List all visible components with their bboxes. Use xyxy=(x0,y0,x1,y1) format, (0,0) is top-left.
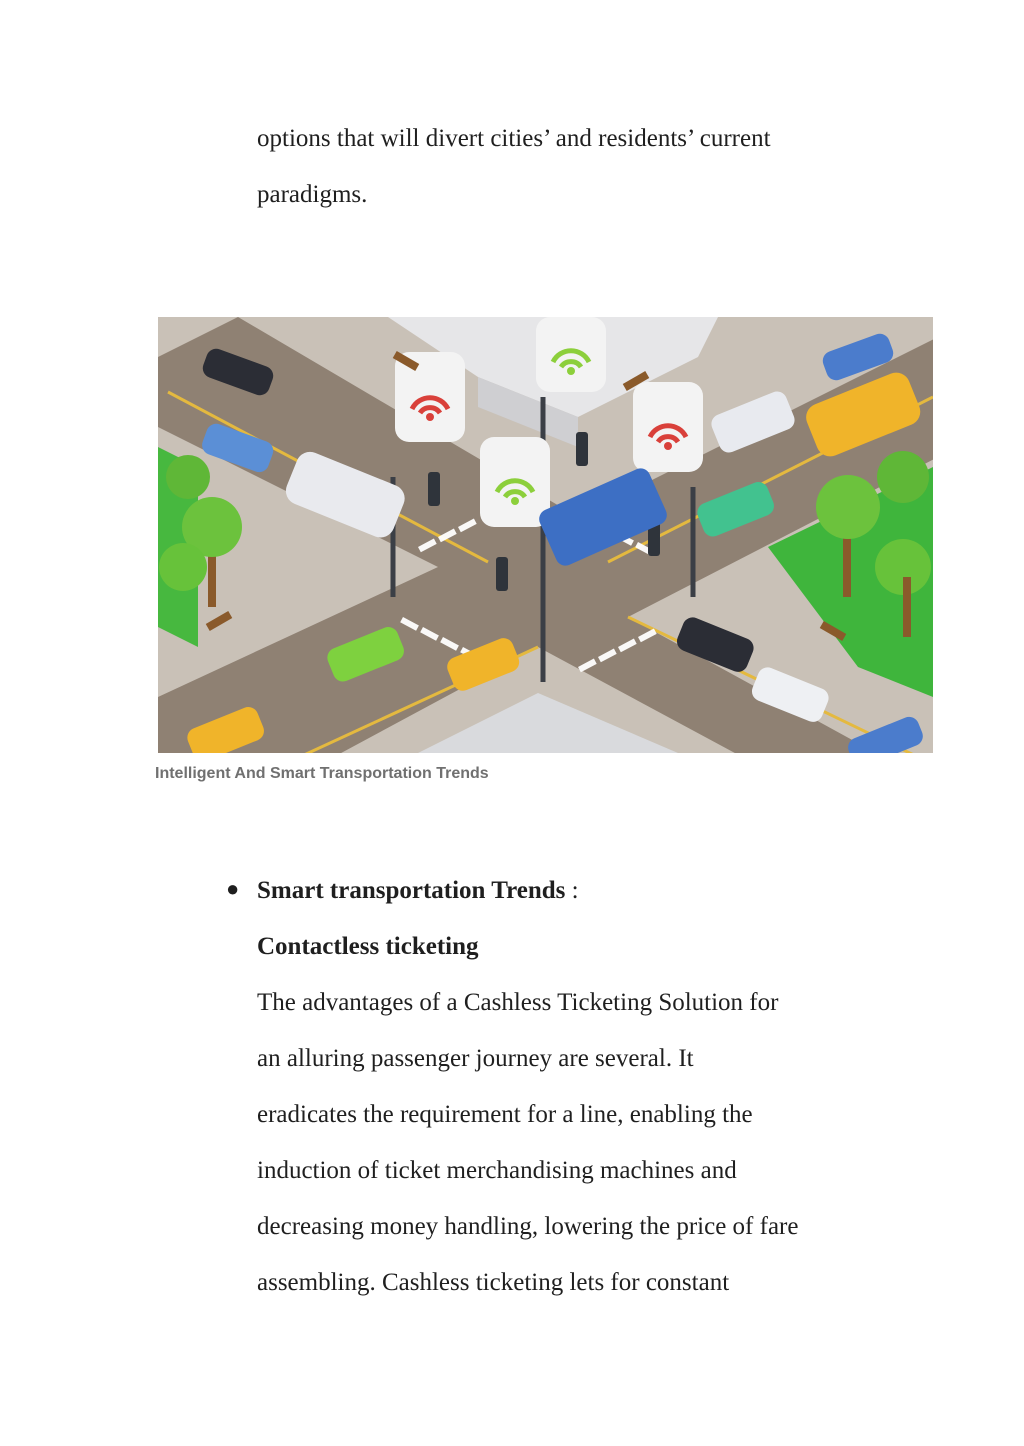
intro-line-2: paradigms. xyxy=(257,181,368,208)
figure-caption: Intelligent And Smart Transportation Trends xyxy=(155,765,489,782)
body-line-5: decreasing money handling, lowering the price of fare xyxy=(257,1213,799,1240)
body-line-3: eradicates the requirement for a line, enabling the xyxy=(257,1101,753,1128)
smart-intersection-illustration xyxy=(158,317,933,753)
intro-line-1: options that will divert cities’ and residents’ current xyxy=(257,125,771,152)
section-heading-line xyxy=(257,876,579,906)
section-subheading: Contactless ticketing xyxy=(257,933,479,960)
wifi-sign-red-2 xyxy=(633,382,703,472)
bullet-marker: ● xyxy=(226,876,240,901)
wifi-sign-green-1 xyxy=(536,317,606,392)
body-line-6: assembling. Cashless ticketing lets for constant xyxy=(257,1269,730,1296)
section-heading: Smart transportation Trends xyxy=(257,877,566,904)
body-line-1: The advantages of a Cashless Ticketing Solution for xyxy=(257,989,779,1016)
body-line-2: an alluring passenger journey are several. It xyxy=(257,1045,694,1072)
body-line-4: induction of ticket merchandising machines and xyxy=(257,1157,737,1184)
wifi-sign-red-1 xyxy=(395,352,465,442)
wifi-sign-green-2 xyxy=(480,437,550,527)
section-heading-suffix: : xyxy=(565,877,579,904)
